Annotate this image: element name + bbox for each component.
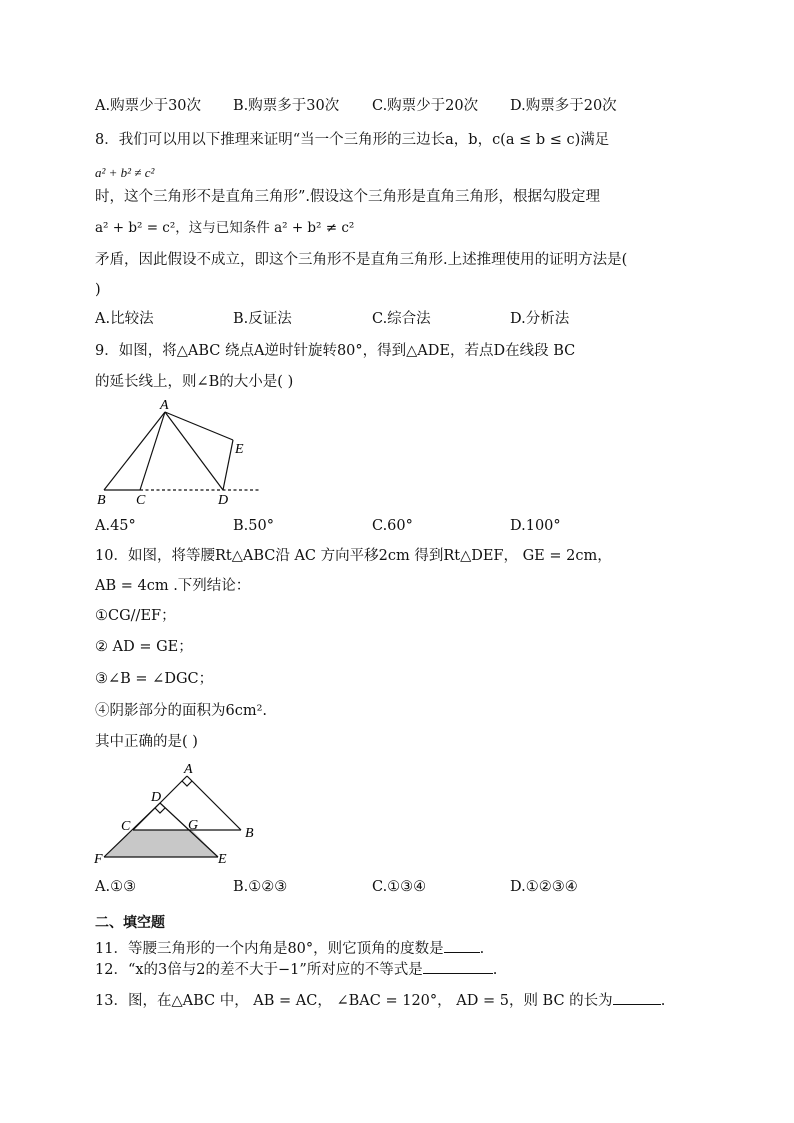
q8-option-c: C.综合法 [372,311,431,327]
q10-option-a: A.①③ [95,879,137,895]
q8-text-line1: 8．我们可以用以下推理来证明“当一个三角形的三边长a，b，c(a ≤ b ≤ c)满足 [95,132,610,148]
q8-text-line4: ) [95,282,101,298]
q9-option-c: C.60° [372,518,413,534]
q10-label-e: E [218,852,227,867]
q8-option-a: A.比较法 [95,311,154,327]
q12-period: . [492,962,498,978]
q10-statement-3: ③∠B = ∠DGC； [95,671,214,687]
q9-label-a: A [160,398,169,413]
q10-label-f: F [94,852,103,867]
q13-period: . [660,993,666,1009]
q8-option-b: B.反证法 [233,311,292,327]
q11-text [95,938,484,959]
q10-label-d: D [151,790,162,805]
q10-statement-4: ④阴影部分的面积为6cm². [95,703,268,719]
q9-text-line2: 的延长线上，则∠B的大小是( ) [95,374,294,390]
q10-label-c: C [121,819,131,834]
q9-label-c: C [136,493,146,508]
q10-text-line2: AB = 4cm .下列结论： [95,578,251,594]
q10-statement-1: ①CG//EF； [95,608,176,624]
q9-text-line1: 9．如图，将△ABC 绕点A逆时针旋转80°，得到△ADE，若点D在线段 BC [95,343,576,359]
q10-label-a: A [184,762,193,777]
q12-answer-blank [423,959,493,974]
q10-label-g: G [188,818,199,833]
q9-option-b: B.50° [233,518,274,534]
q10-text-line3: 其中正确的是( ) [95,734,198,750]
q7-option-b: B.购票多于30次 [233,98,340,114]
q9-segment-ab [104,412,165,490]
q9-option-a: A.45° [95,518,136,534]
q7-option-a: A.购票少于30次 [95,98,202,114]
q9-figure [90,398,265,510]
q8-formula2: a² + b² = c²，这与已知条件 a² + b² ≠ c² [95,220,355,236]
q7-option-c: C.购票少于20次 [372,98,479,114]
q10-option-b: B.①②③ [233,879,288,895]
q9-label-e: E [235,442,244,457]
q8-option-d: D.分析法 [510,311,570,327]
q9-segment-ac [140,412,165,490]
q11-period: . [479,941,485,957]
q12-text [95,959,497,980]
q10-figure [90,760,265,870]
q12-stem: 12．“x的3倍与2的差不大于−1”所对应的不等式是 [95,962,423,978]
q7-option-d: D.购票多于20次 [510,98,617,114]
q9-segment-de [223,440,233,490]
q10-right-angle-d [155,808,165,813]
q10-shaded-region [104,830,218,857]
q10-label-b: B [245,826,254,841]
q10-option-c: C.①③④ [372,879,427,895]
q8-text-line2: 时，这个三角形不是直角三角形”.假设这个三角形是直角三角形，根据勾股定理 [95,189,601,205]
q10-right-angle-a [182,781,192,786]
q9-option-d: D.100° [510,518,561,534]
q8-text-line3: 矛盾，因此假设不成立，即这个三角形不是直角三角形.上述推理使用的证明方法是( [95,252,628,268]
q10-statement-2: ② AD = GE； [95,639,193,655]
q13-text [95,990,665,1011]
q9-label-d: D [218,493,229,508]
section2-heading: 二、填空题 [95,915,165,931]
q8-formula1: a² + b² ≠ c² [95,165,155,180]
q11-stem: 11．等腰三角形的一个内角是80°，则它顶角的度数是 [95,941,444,957]
q13-answer-blank [613,990,661,1005]
q10-text-line1: 10．如图，将等腰Rt△ABC沿 AC 方向平移2cm 得到Rt△DEF， GE = 2cm， [95,548,612,564]
q10-option-d: D.①②③④ [510,879,578,895]
q13-stem: 13．图，在△ABC 中， AB = AC， ∠BAC = 120°， AD = 5，则 BC 的长为 [95,993,613,1009]
q11-answer-blank [444,938,480,953]
q9-label-b: B [97,493,106,508]
